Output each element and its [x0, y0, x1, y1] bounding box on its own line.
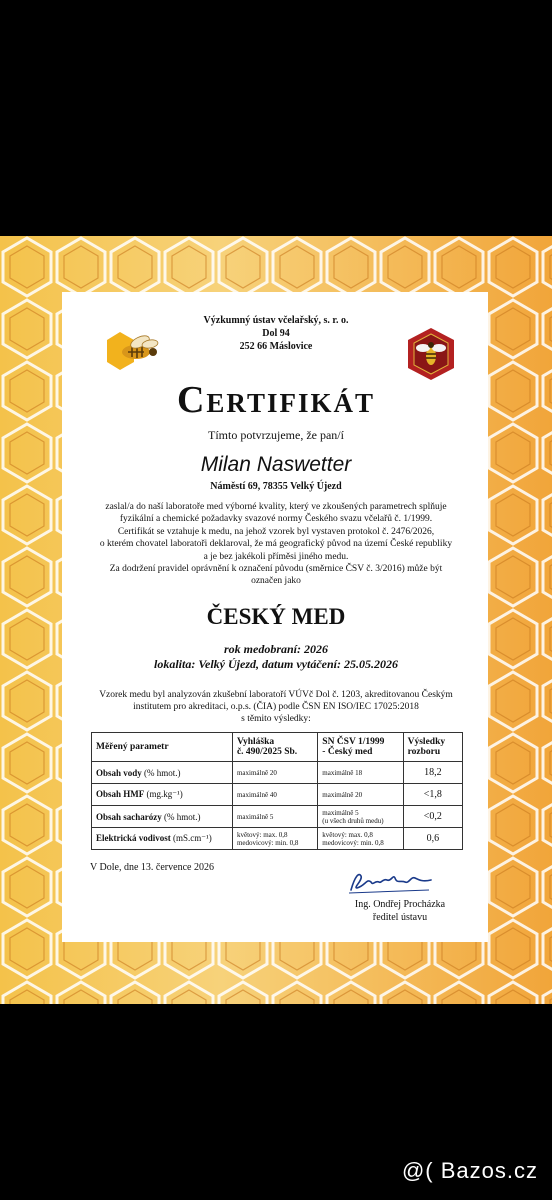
- decree-cell: maximálně 5: [232, 806, 317, 828]
- analysis-text: [76, 689, 476, 725]
- table-row: [92, 828, 463, 850]
- analysis-line: Vzorek medu byl analyzován zkušební laboratoří VÚVč Dol č. 1203, akreditovanou Českým: [99, 690, 453, 700]
- norm-cell: květový: max. 0,8 medovicový: min. 0,8: [318, 828, 403, 850]
- harvest-year: rok medobraní: 2026: [223, 642, 328, 656]
- param-name: Obsah HMF: [96, 789, 145, 799]
- param-name: Elektrická vodivost: [96, 833, 171, 843]
- result-cell: <0,2: [403, 806, 462, 828]
- table-row: [92, 762, 463, 784]
- institute-street: Dol 94: [262, 328, 290, 339]
- param-cell: [92, 828, 233, 850]
- institute-city: 252 66 Máslovice: [239, 341, 313, 352]
- honey-label: ČESKÝ MED: [206, 604, 346, 629]
- param-cell: [92, 784, 233, 806]
- header-parameter: Měřený parametr: [92, 733, 233, 762]
- results-table: [91, 732, 463, 850]
- certificate-title: Certifikát: [176, 379, 376, 421]
- signer-name: Ing. Ondřej Procházka: [354, 899, 446, 910]
- header-norm: SN ČSV 1/1999 - Český med: [318, 733, 403, 762]
- body-line: Certifikát se vztahuje k medu, na jehož vzorek byl vystaven protokol č. 2476/2026,: [117, 526, 435, 537]
- body-line: Za dodržení pravidel oprávnění k označení původu (směrnice ČSV č. 3/2016) může být: [109, 564, 443, 575]
- header-result: Výsledky rozboru: [403, 733, 462, 762]
- result-cell: 18,2: [403, 762, 462, 784]
- analysis-line: s těmito výsledky:: [241, 714, 311, 724]
- certificate-body: [76, 501, 476, 588]
- body-line: zaslal/a do naší laboratoře med výborné kvality, který ve zkoušených parametrech splňuje: [105, 502, 447, 512]
- param-unit: (mg.kg⁻¹): [144, 789, 183, 799]
- analysis-line: institutem pro akreditaci, o.p.s. (ČIA) podle ČSN EN ISO/IEC 17025:2018: [133, 702, 419, 712]
- param-unit: (mS.cm⁻¹): [170, 833, 212, 843]
- result-cell: <1,8: [403, 784, 462, 806]
- param-unit: (% hmot.): [141, 767, 181, 778]
- param-cell: [92, 806, 233, 828]
- signer-role: ředitel ústavu: [372, 912, 428, 923]
- body-line: označen jako: [251, 576, 301, 587]
- param-name: Obsah vody: [96, 767, 142, 778]
- norm-cell: maximálně 5 (u všech druhů medu): [318, 806, 403, 828]
- decree-cell: květový: max. 0,8 medovicový: min. 0,8: [232, 828, 317, 850]
- site-watermark: @( Bazos.cz: [401, 1158, 538, 1183]
- norm-cell: maximálně 20: [318, 784, 403, 806]
- beekeepers-emblem-icon: [406, 326, 456, 382]
- header-decree: Vyhláška č. 490/2025 Sb.: [232, 733, 317, 762]
- body-line: a je bez jakékoli příměsi jiného medu.: [203, 551, 349, 562]
- param-cell: [92, 762, 233, 784]
- signature-icon: [345, 868, 435, 896]
- result-cell: 0,6: [403, 828, 462, 850]
- body-line: fyzikální a chemické požadavky svazové normy Českého svazu včelařů č. 1/1999.: [119, 514, 433, 525]
- institute-header: [0, 314, 552, 353]
- institute-name: Výzkumný ústav včelařský, s. r. o.: [203, 315, 349, 326]
- param-name: Obsah sacharózy: [96, 811, 162, 822]
- table-row: [92, 806, 463, 828]
- locality: lokalita: Velký Újezd, datum vytáčení: 25.05.2026: [154, 657, 398, 671]
- recipient-address: Náměstí 69, 78355 Velký Újezd: [210, 481, 342, 492]
- param-unit: (% hmot.): [161, 811, 201, 822]
- intro-text: Tímto potvrzujeme, že pan/í: [208, 428, 344, 442]
- table-row: [92, 784, 463, 806]
- table-header-row: [92, 733, 463, 762]
- norm-cell: maximálně 18: [318, 762, 403, 784]
- signer-block: [300, 898, 500, 924]
- decree-cell: maximálně 40: [232, 784, 317, 806]
- recipient-name: Milan Naswetter: [200, 453, 352, 476]
- decree-cell: maximálně 20: [232, 762, 317, 784]
- place-date: V Dole, dne 13. července 2026: [90, 862, 214, 873]
- body-line: o kterém chovatel laboratoři deklaroval, že má geografický původ na území České republiky: [99, 539, 453, 550]
